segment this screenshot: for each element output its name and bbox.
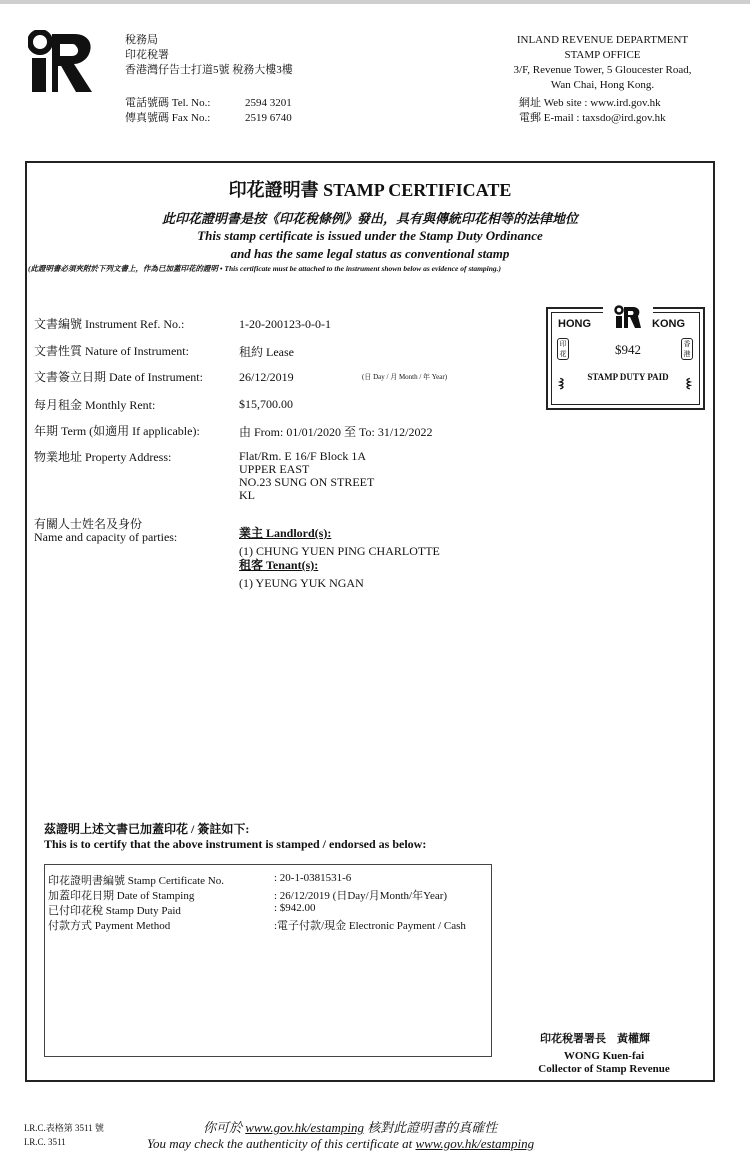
fax-value: 2519 6740 [245, 112, 292, 124]
subtitle-en-1: This stamp certificate is issued under the Stamp Duty Ordinance [197, 228, 543, 243]
duty-paid-value: : $942.00 [274, 902, 316, 914]
ref-value: 1-20-200123-0-0-1 [239, 317, 331, 331]
stamp-duty-paid-label: STAMP DUTY PAID [587, 372, 669, 382]
certify-heading-en: This is to certify that the above instrument is stamped / endorsed as below: [44, 837, 427, 851]
payment-method-value: :電子付款/現金 Electronic Payment / Cash [274, 920, 466, 932]
stamp-amount: $942 [615, 342, 641, 357]
rent-label: 每月租金 Monthly Rent: [34, 398, 156, 412]
ref-label: 文書編號 Instrument Ref. No.: [34, 317, 185, 331]
address-label: 物業地址 Property Address: [34, 450, 172, 464]
landlord-name: (1) CHUNG YUEN PING CHARLOTTE [239, 544, 440, 558]
seal-left-icon: 印花 [557, 338, 569, 360]
email-text: 電郵 E-mail : taxsdo@ird.gov.hk [519, 112, 666, 124]
date-format-hint: (日 Day / 月 Month / 年 Year) [362, 373, 448, 381]
address-line: KL [239, 488, 255, 502]
contact-numbers [125, 96, 292, 126]
parties-label-zh: 有關人士姓名及身份 [34, 517, 143, 531]
collector-name-en: WONG Kuen-fai [563, 1050, 645, 1062]
collector-title-en: Collector of Stamp Revenue [538, 1063, 670, 1075]
coil-right-icon [681, 377, 693, 391]
parties-list [239, 526, 440, 590]
top-border [0, 0, 750, 4]
term-value: 由 From: 01/01/2020 至 To: 31/12/2022 [239, 425, 433, 439]
tel-value: 2594 3201 [245, 97, 292, 109]
subtitle-en-2: and has the same legal status as conventional stamp [230, 246, 510, 261]
estamping-link-zh[interactable]: www.gov.hk/estamping [245, 1120, 364, 1135]
collector-title-zh: 印花稅署署長 黃權輝 [540, 1033, 650, 1045]
address-zh: 香港灣仔告士打道5號 稅務大樓3樓 [125, 64, 293, 76]
stamp-cert-no-label: 印花證明書編號 Stamp Certificate No. [48, 875, 224, 887]
website-text: 網址 Web site : www.ird.gov.hk [519, 97, 661, 109]
tenant-heading: 租客 Tenant(s): [239, 558, 319, 572]
stamp-hong-text: HONG [558, 318, 591, 330]
verify-note-en [147, 1136, 534, 1152]
duty-paid-label: 已付印花稅 Stamp Duty Paid [48, 905, 181, 917]
payment-method-label: 付款方式 Payment Method [48, 920, 171, 932]
parties-label-en: Name and capacity of parties: [34, 530, 178, 544]
date-label: 文書簽立日期 Date of Instrument: [34, 370, 203, 384]
verify-zh-suffix: 核對此證明書的真確性 [363, 1120, 498, 1135]
ird-logo-icon [28, 30, 98, 94]
property-address [239, 450, 374, 502]
stamp-ird-logo-icon [614, 305, 642, 329]
form-number-zh: I.R.C.表格第 3511 號 [24, 1123, 104, 1133]
header-right [480, 33, 725, 93]
header-left [125, 33, 293, 78]
dept-name-en: INLAND REVENUE DEPARTMENT [516, 34, 689, 46]
collector-signature [534, 1050, 674, 1076]
date-of-stamping-value: : 26/12/2019 (日Day/月Month/年Year) [274, 890, 448, 902]
estamping-link-en[interactable]: www.gov.hk/estamping [415, 1136, 535, 1151]
dept-name-zh: 稅務局 [125, 34, 158, 46]
address-line: NO.23 SUNG ON STREET [239, 475, 375, 489]
date-of-stamping-label: 加蓋印花日期 Date of Stamping [48, 890, 195, 902]
tel-label: 電話號碼 Tel. No.: [125, 97, 211, 109]
fax-label: 傳真號碼 Fax No.: [125, 112, 211, 124]
nature-value: 租約 Lease [239, 345, 294, 359]
office-name-zh: 印花稅署 [125, 49, 169, 61]
parties-label [34, 518, 177, 544]
term-label: 年期 Term (如適用 If applicable): [34, 424, 200, 438]
date-value: 26/12/2019 [239, 370, 294, 384]
address-en-line1: 3/F, Revenue Tower, 5 Gloucester Road, [513, 64, 692, 76]
verify-en-prefix: You may check the authenticity of this certificate at [147, 1136, 416, 1151]
office-name-en: STAMP OFFICE [564, 49, 641, 61]
nature-label: 文書性質 Nature of Instrument: [34, 344, 189, 358]
subtitle-zh: 此印花證明書是按《印花稅條例》發出，具有與傳統印花相等的法律地位 [161, 211, 578, 226]
certificate-title: 印花證明書 STAMP CERTIFICATE [228, 180, 512, 200]
certify-heading-zh: 茲證明上述文書已加蓋印花 / 簽註如下: [44, 822, 250, 836]
form-number-en: I.R.C. 3511 [24, 1137, 66, 1147]
stamp-kong-text: KONG [652, 318, 685, 330]
web-contacts [519, 96, 666, 126]
stamp-cert-no-value: : 20-1-0381531-6 [274, 872, 352, 884]
coil-left-icon [557, 377, 569, 391]
tenant-name: (1) YEUNG YUK NGAN [239, 576, 364, 590]
verify-note-zh [203, 1117, 497, 1136]
address-line: UPPER EAST [239, 462, 310, 476]
attach-note: (此證明書必須夾附於下列文書上，作為已加蓋印花的證明 • This certificate must be attached to the instrument shown below as evidence of stamping.) [28, 264, 502, 273]
landlord-heading: 業主 Landlord(s): [239, 526, 332, 540]
address-en-line2: Wan Chai, Hong Kong. [550, 79, 655, 91]
address-line: Flat/Rm. E 16/F Block 1A [239, 449, 367, 463]
seal-right-icon: 香港 [681, 338, 693, 360]
rent-value: $15,700.00 [239, 397, 293, 411]
verify-zh-prefix: 你可於 [203, 1120, 246, 1135]
